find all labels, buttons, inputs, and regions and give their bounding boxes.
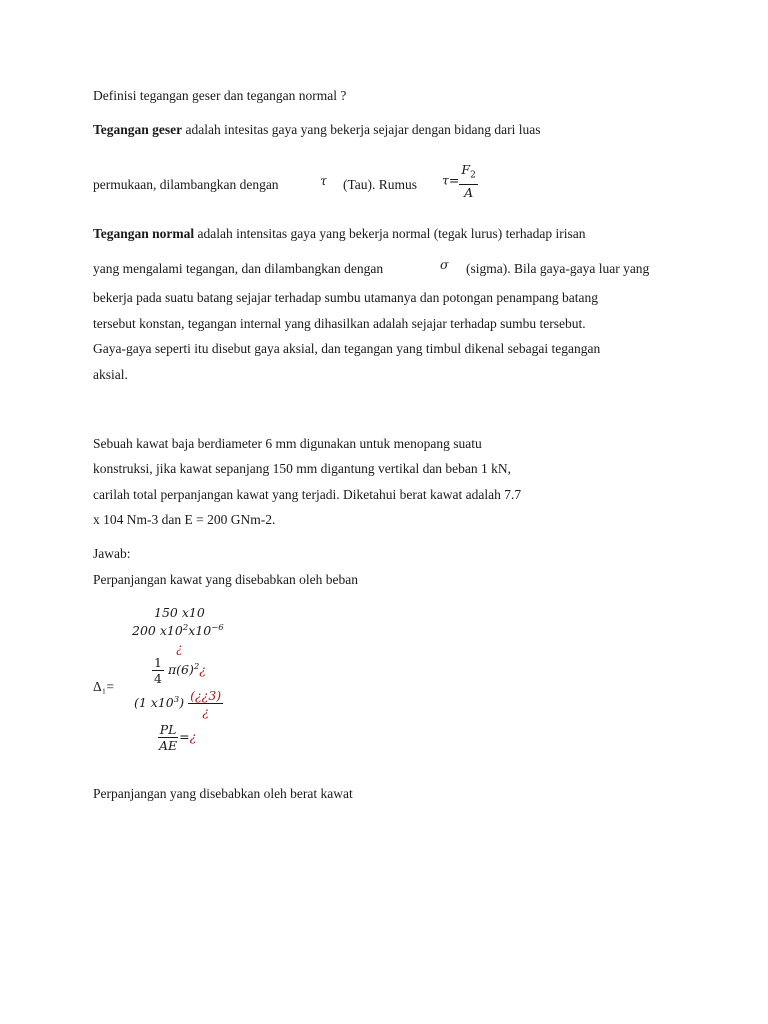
normal-paragraph-line4: tersebut konstan, tegangan internal yang dihasilkan adalah sejajar terhadap sumbu tersebut. [93,316,586,331]
delta-label: Δ₁= [93,679,115,694]
shear-definition: adalah intesitas gaya yang bekerja sejajar dengan bidang dari luas [185,122,541,137]
sigma-label: (sigma). Bila gaya-gaya luar yang [466,261,650,276]
equation-line4: $\frac{1}{4}$ $\pi(6)^2¿$ [154,655,206,686]
equation-line2: 200 $x10^2x10^{-6}$ [132,623,224,639]
shear-formula-den: A [464,184,474,200]
shear-formula [442,162,478,200]
normal-term: Tegangan normal [93,226,195,241]
shear-term: Tegangan geser [93,122,183,137]
tau-label: (Tau). Rumus [343,177,418,192]
answer-subtitle-load: Perpanjangan kawat yang disebabkan oleh beban [93,572,359,587]
shear-formula-num-sub: 2 [470,170,476,181]
shear-paragraph-line1 [93,122,541,138]
problem-line2: konstruksi, jika kawat sepanjang 150 mm digantung vertikal dan beban 1 kN, [93,461,512,476]
question-heading: Definisi tegangan geser dan tegangan normal ? [93,88,347,103]
quarter-fraction: $\frac{1}{4}$ [154,655,162,686]
normal-paragraph-line2: yang mengalami tegangan, dan dilambangkan dengan [93,261,384,276]
problem-line4: x 104 Nm-3 dan E = 200 GNm-2. [93,512,276,527]
normal-paragraph-line6: aksial. [93,367,128,382]
equation-line5-fraction: $\frac{(¿¿3)}{¿}$ [190,688,222,719]
normal-paragraph-line3: bekerja pada suatu batang sejajar terhadap sumbu utamanya dan potongan penampang batang [93,290,598,305]
shear-formula-num: F [461,162,471,177]
shear-paragraph-line2: permukaan, dilambangkan dengan [93,177,279,192]
pl-over-ae-fraction: $\frac{PL}{AE}$ [159,722,178,753]
answer-label: Jawab: [93,546,131,561]
equation-line3: ¿ [176,640,183,655]
tau-symbol: τ [320,173,327,188]
answer-subtitle-weight: Perpanjangan yang disebabkan oleh berat kawat [93,786,353,801]
equation-line6: $\frac{PL}{AE}$ =¿ [159,722,197,753]
equation-line5: (1 $x10^3$) $\frac{(¿¿3)}{¿}$ [134,688,222,719]
sigma-symbol: σ [440,257,449,272]
normal-paragraph-line1 [93,226,586,242]
equation-line1: 150 x10 [154,605,205,620]
problem-line3: carilah total perpanjangan kawat yang terjadi. Diketahui berat kawat adalah 7.7 [93,487,522,502]
shear-formula-fraction [459,162,477,200]
normal-definition: adalah intensitas gaya yang bekerja normal (tegak lurus) terhadap irisan [197,226,586,241]
shear-formula-lhs: τ= [442,172,460,188]
problem-line1: Sebuah kawat baja berdiameter 6 mm digunakan untuk menopang suatu [93,436,482,451]
normal-paragraph-line5: Gaya-gaya seperti itu disebut gaya aksial, dan tegangan yang timbul dikenal sebagai tegangan [93,341,601,356]
